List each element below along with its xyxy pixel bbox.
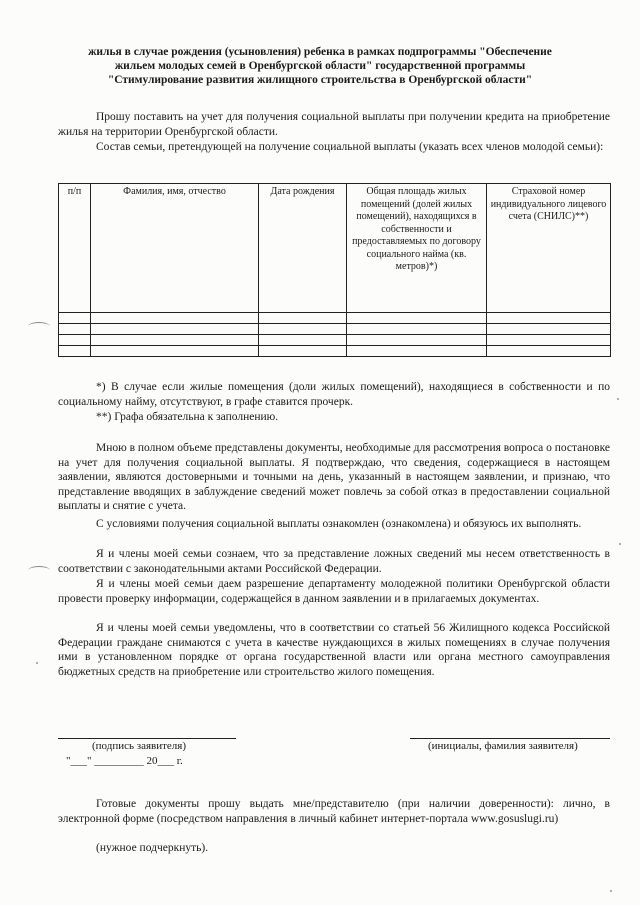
table-row (59, 335, 611, 346)
delivery-hint: (нужное подчеркнуть). (96, 842, 209, 854)
col-number: п/п (59, 184, 91, 313)
table-cell[interactable] (259, 324, 347, 335)
table-cell[interactable] (347, 313, 487, 324)
table-cell[interactable] (91, 324, 259, 335)
signature-caption: (подпись заявителя) (92, 740, 187, 752)
table-cell[interactable] (59, 346, 91, 357)
signature-line (58, 738, 236, 739)
table-cell[interactable] (59, 324, 91, 335)
scan-speck (617, 398, 619, 400)
declaration-paragraph-3: Я и члены моей семьи сознаем, что за представление ложных сведений мы несем ответственность в соответствии с законодательными актами Российской Федерации. (58, 548, 610, 575)
date-field: "___" _________ 20___ г. (66, 755, 183, 767)
request-paragraph: Прошу поставить на учет для получения социальной выплаты при получении кредита на приобретение жилья на территории Оренбургской области. (58, 111, 610, 138)
table-cell[interactable] (259, 313, 347, 324)
table-cell[interactable] (487, 335, 611, 346)
title-line-1: жилья в случае рождения (усыновления) ребенка в рамках подпрограммы "Обеспечение (88, 46, 552, 58)
name-line (410, 738, 610, 739)
table-cell[interactable] (347, 335, 487, 346)
declaration-paragraph-4: Я и члены моей семьи даем разрешение департаменту молодежной политики Оренбургской области провести проверку информации, содержащейся в данном заявлении и в прилагаемых документах. (58, 578, 610, 605)
declaration-paragraph-1: Мною в полном объеме представлены документы, необходимые для рассмотрения вопроса о постановке на учет для получения социальной выплаты. Я подтверждаю, что сведения, содержащиеся в настоящем заявлении, являются достоверными и точными на день, указанный в настоящем заявлении, и признаю, что представление вводящих в заблуждение сведений может повлечь за собой отказ в предоставлении социальной выплаты и снятие с учета. (58, 442, 610, 513)
declaration-paragraph-2: С условиями получения социальной выплаты ознакомлен (ознакомлена) и обязуюсь их выполнять. (96, 518, 582, 530)
scan-speck (610, 890, 612, 892)
scan-speck (36, 662, 38, 664)
title-line-3: "Стимулирование развития жилищного строительства в Оренбургской области" (107, 74, 533, 86)
table-cell[interactable] (59, 335, 91, 346)
table-cell[interactable] (347, 346, 487, 357)
table-cell[interactable] (91, 313, 259, 324)
table-row (59, 346, 611, 357)
name-caption: (инициалы, фамилия заявителя) (428, 740, 578, 752)
title-line-2: жильем молодых семей в Оренбургской области" государственной программы (114, 60, 526, 72)
family-table (58, 183, 611, 357)
table-cell[interactable] (347, 324, 487, 335)
table-cell[interactable] (59, 313, 91, 324)
table-row (59, 313, 611, 324)
table-cell[interactable] (91, 346, 259, 357)
col-snils: Страховой номер индивидуального лицевого счета (СНИЛС)**) (487, 184, 611, 313)
table-cell[interactable] (259, 335, 347, 346)
delivery-paragraph: Готовые документы прошу выдать мне/представителю (при наличии доверенности): лично, в электронной форме (посредством направления в личный кабинет интернет-портала www.gosuslugi.ru) (58, 798, 610, 825)
margin-scan-mark (28, 322, 50, 331)
col-birth-date: Дата рождения (259, 184, 347, 313)
document-title (40, 45, 600, 87)
table-cell[interactable] (91, 335, 259, 346)
table-cell[interactable] (259, 346, 347, 357)
col-full-name: Фамилия, имя, отчество (91, 184, 259, 313)
table-row (59, 324, 611, 335)
table-cell[interactable] (487, 324, 611, 335)
footnote-2: **) Графа обязательна к заполнению. (96, 411, 279, 423)
table-cell[interactable] (487, 346, 611, 357)
scan-speck (619, 543, 621, 545)
col-living-area: Общая площадь жилых помещений (долей жилых помещений), находящихся в собственности и предоставляемых по договору социального найма (кв. метров)*) (347, 184, 487, 313)
table-cell[interactable] (487, 313, 611, 324)
declaration-paragraph-5: Я и члены моей семьи уведомлены, что в соответствии со статьей 56 Жилищного кодекса Российской Федерации граждане снимаются с учета в качестве нуждающихся в жилых помещениях в случае получения ими в установленном порядке от органа государственной власти или органа местного самоуправления бюджетных средств на приобретение или строительство жилого помещения. (58, 622, 610, 678)
family-paragraph: Состав семьи, претендующей на получение социальной выплаты (указать всех членов молодой семьи): (96, 141, 604, 153)
footnote-1: *) В случае если жилые помещения (доли жилых помещений), находящиеся в собственности и по социальному найму, отсутствуют, в графе ставится прочерк. (58, 381, 610, 408)
margin-scan-mark (28, 566, 50, 575)
